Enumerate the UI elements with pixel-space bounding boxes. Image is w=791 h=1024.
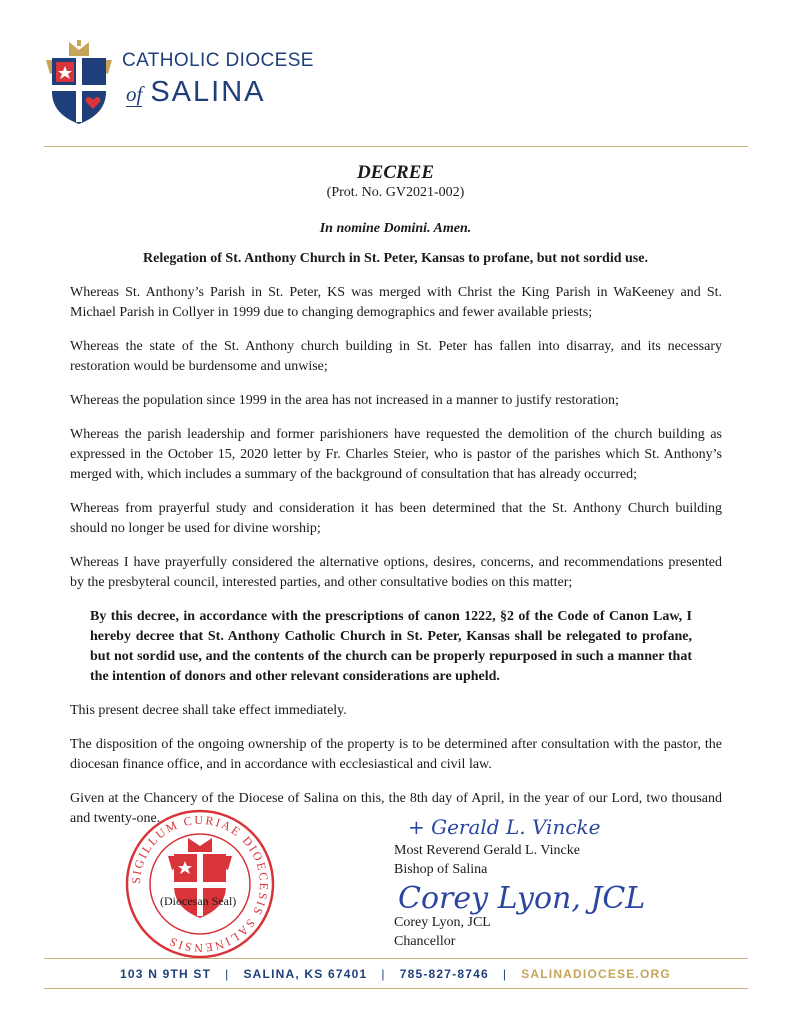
whereas-paragraph: Whereas I have prayerfully considered the alternative options, desires, concerns, and recommendations presented by the presbyteral council, interested parties, and other consultative bodies on this matter; xyxy=(70,555,722,590)
org-name-line2 xyxy=(126,76,266,109)
chancellor-title: Chancellor xyxy=(394,934,456,949)
bishop-signature-icon xyxy=(404,810,601,844)
chancellor-signature: Corey Lyon, JCL xyxy=(398,881,646,916)
invocation: In nomine Domini. Amen. xyxy=(319,221,472,236)
protocol-number: (Prot. No. GV2021-002) xyxy=(326,185,465,200)
whereas-paragraph: Whereas St. Anthony’s Parish in St. Peter, KS was merged with Christ the King Parish in WaKeeney and St. Michael Parish in Collyer in 1999 due to changing demographics and fewer available priests; xyxy=(70,285,722,320)
diocese-logo-icon xyxy=(42,40,116,126)
footer-divider-bottom xyxy=(44,988,748,989)
closing-paragraph: The disposition of the ongoing ownership of the property is to be determined after consultation with the pastor, the diocesan finance office, and in accordance with ecclesiastical and civil law. xyxy=(70,737,722,772)
bishop-title: Bishop of Salina xyxy=(394,862,488,877)
seal-ring-text: SIGILLUM CURIAE DIOECESIS SALINENSIS xyxy=(128,812,272,956)
whereas-paragraph: Whereas the state of the St. Anthony church building in St. Peter has fallen into disarray, and its necessary restoration would be burdensome and unwise; xyxy=(70,339,722,374)
decree-title: DECREE xyxy=(356,162,435,183)
footer-phone: 785-827-8746 xyxy=(399,967,489,981)
closing-paragraph: Given at the Chancery of the Diocese of Salina on this, the 8th day of April, in the year of our Lord, two thousand and twenty-one. xyxy=(70,791,722,826)
footer-divider-top xyxy=(44,958,748,959)
decree-body xyxy=(70,283,722,843)
header-divider xyxy=(44,146,748,147)
org-of: of xyxy=(126,82,143,106)
bishop-name: Most Reverend Gerald L. Vincke xyxy=(394,843,580,858)
chancellor-name: Corey Lyon, JCL xyxy=(394,915,491,930)
whereas-paragraph: Whereas the population since 1999 in the area has not increased in a manner to justify restoration; xyxy=(70,393,619,408)
org-name: SALINA xyxy=(150,76,266,108)
whereas-paragraph: Whereas from prayerful study and consideration it has been determined that the St. Anthony Church building should no longer be used for divine worship; xyxy=(70,501,722,536)
closing-paragraph: This present decree shall take effect immediately. xyxy=(70,703,347,718)
decree-statement: By this decree, in accordance with the prescriptions of canon 1222, §2 of the Code of Canon Law, I hereby decree that St. Anthony Catholic Church in St. Peter, Kansas shall be relegated to profane, but not sordid use, and the contents of the church can be properly repurposed in such a manner that the intention of donors and other relevant considerations are upheld. xyxy=(90,609,692,684)
footer-city: SALINA, KS 67401 xyxy=(243,967,368,981)
footer-address: 103 N 9TH ST xyxy=(120,967,212,981)
seal-caption: (Diocesan Seal) xyxy=(160,894,237,908)
decree-subject: Relegation of St. Anthony Church in St. Peter, Kansas to profane, but not sordid use. xyxy=(143,251,648,266)
footer-website[interactable]: SALINADIOCESE.ORG xyxy=(521,967,671,981)
diocesan-seal-icon xyxy=(124,808,276,960)
bishop-signature: + Gerald L. Vincke xyxy=(408,815,601,839)
footer-contact: 103 N 9TH ST | SALINA, KS 67401 | 785-827-8746 | SALINADIOCESE.ORG xyxy=(120,967,671,981)
org-name-line1: CATHOLIC DIOCESE xyxy=(122,50,314,71)
whereas-paragraph: Whereas the parish leadership and former parishioners have requested the demolition of the church building as expressed in the October 15, 2020 letter by Fr. Charles Steier, who is pastor of the parishes which St. Anthony’s merged with, which includes a summary of the background of consultation that has already occurred; xyxy=(70,427,722,482)
